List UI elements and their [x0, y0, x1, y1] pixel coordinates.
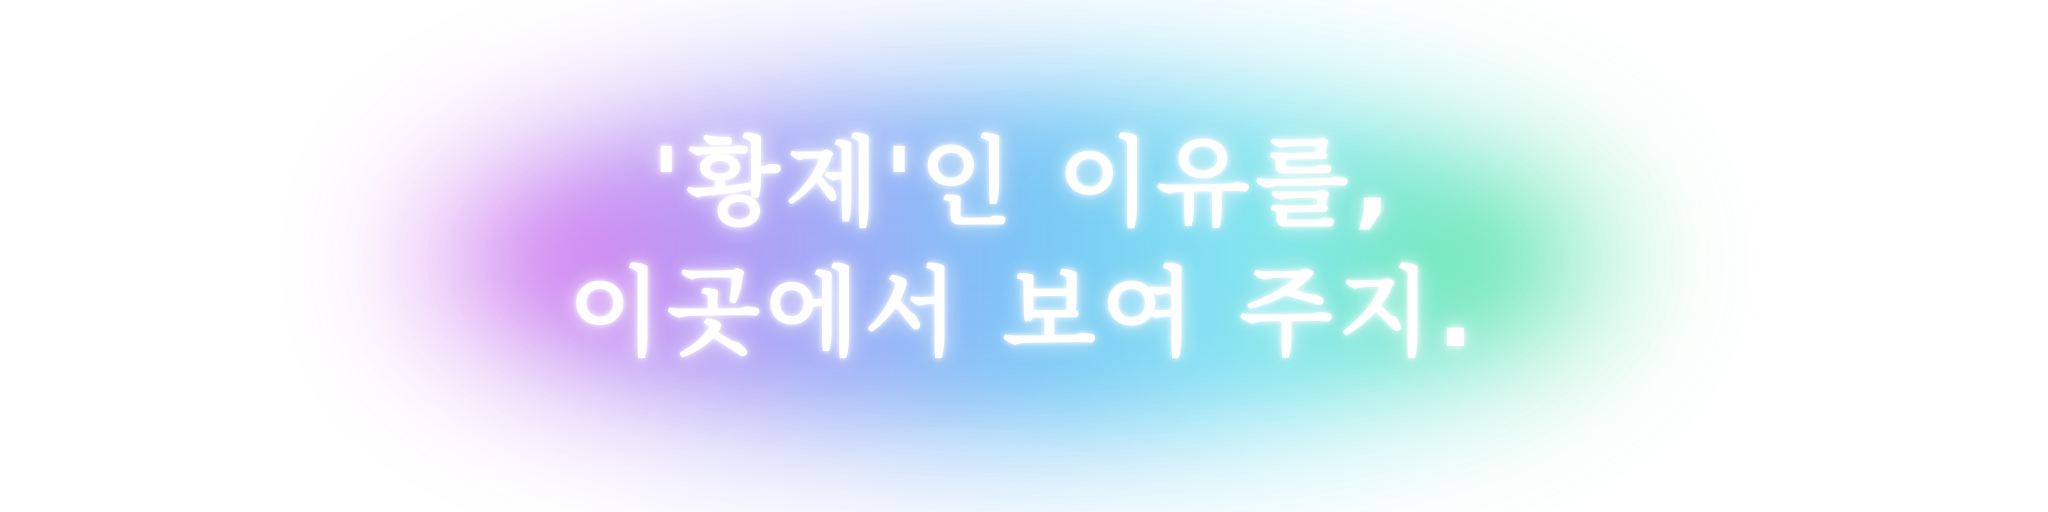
headline-line-1: '황제'인 이유를, [651, 127, 1397, 239]
headline-text [0, 118, 2048, 378]
headline-line-2: 이곳에서 보여 주지. [568, 257, 1480, 369]
